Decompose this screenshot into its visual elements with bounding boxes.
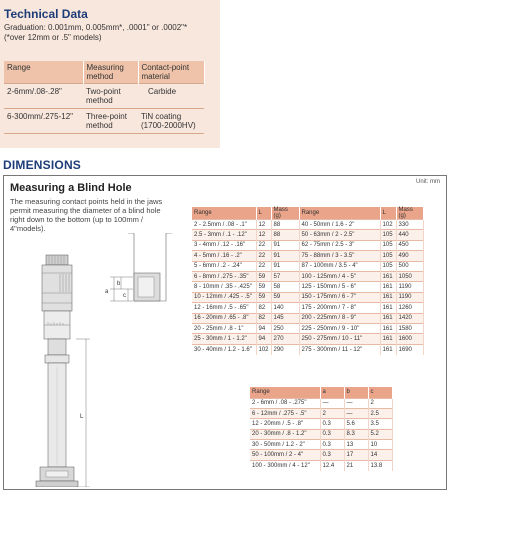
graduation-text (4, 23, 187, 43)
table-cell: 161 (380, 323, 396, 333)
table-cell: 250 - 275mm / 10 - 11" (299, 334, 380, 344)
table-row (192, 240, 423, 250)
table-cell: 12 (256, 230, 271, 240)
table-cell: 102 (256, 344, 271, 354)
column-header-material: Contact-point material (138, 61, 204, 84)
dimension-lines (110, 277, 133, 301)
column-header-range: Range (192, 207, 256, 220)
table-cell: 1050 (396, 271, 423, 281)
table-row (192, 344, 423, 354)
table-row (192, 313, 423, 323)
table-cell: 105 (380, 251, 396, 261)
table-row (192, 303, 423, 313)
table-cell: 88 (271, 220, 299, 230)
table-cell: 91 (271, 251, 299, 261)
table-cell: 17 (344, 450, 368, 460)
column-header-c: c (368, 387, 392, 398)
table-cell: 22 (256, 240, 271, 250)
table-cell: 30 - 40mm / 1.2 - 1.6" (192, 344, 256, 354)
table-cell: 2 - 6mm / .08 - .275" (250, 398, 320, 408)
table-cell: 50 - 63mm / 2 - 2.5" (299, 230, 380, 240)
material-cell: Carbide (138, 84, 204, 109)
column-header-b: b (344, 387, 368, 398)
table-cell: 88 (271, 230, 299, 240)
table-cell: 150 - 175mm / 6 - 7" (299, 292, 380, 302)
table-cell: 5.2 (368, 429, 392, 439)
table-cell: 161 (380, 271, 396, 281)
table-cell: 2 (368, 398, 392, 408)
table-cell: 91 (271, 261, 299, 271)
table-cell: 2.5 - 3mm / .1 - .12" (192, 230, 256, 240)
table-row (192, 230, 423, 240)
table-cell: 6 - 12mm / .275 - .5" (250, 408, 320, 418)
section-description: The measuring contact points held in the jaws permit measuring the diameter of a blind hole right down to the bottom (up to 100mm / 4"models). (10, 197, 163, 233)
table-cell: 57 (271, 271, 299, 281)
table-cell: 105 (380, 230, 396, 240)
table-cell: 2 - 2.5mm / .08 - .1" (192, 220, 256, 230)
table-cell: 275 - 300mm / 11 - 12" (299, 344, 380, 354)
table-cell: 125 - 150mm / 5 - 6" (299, 282, 380, 292)
table-cell: 13.8 (368, 460, 392, 470)
length-dimension (76, 339, 90, 487)
table-cell: 2 (320, 408, 344, 418)
material-cell: TiN coating (1700-2000HV) (138, 109, 204, 134)
table-cell: 105 (380, 261, 396, 271)
graduation-line: Graduation: 0.001mm, 0.005mm*, .0001" or .0002"* (4, 23, 188, 32)
dimension-l-label: L (80, 414, 84, 420)
table-cell: 10 (368, 440, 392, 450)
table-cell: 2.5 (368, 408, 392, 418)
table-cell: 3 - 4mm / .12 - .16" (192, 240, 256, 250)
column-header-range: Range (4, 61, 83, 84)
table-cell: 59 (256, 271, 271, 281)
table-cell: 82 (256, 303, 271, 313)
method-cell: Two-point method (83, 84, 138, 109)
table-cell: 8.3 (344, 429, 368, 439)
table-cell: 8 - 10mm / .35 - .425" (192, 282, 256, 292)
table-cell: 75 - 88mm / 3 - 3.5" (299, 251, 380, 261)
table-cell: 175 - 200mm / 7 - 8" (299, 303, 380, 313)
table-cell: 5.6 (344, 419, 368, 429)
table-cell: 13 (344, 440, 368, 450)
column-header-range: Range (250, 387, 320, 398)
table-row (192, 251, 423, 261)
technical-data-title: Technical Data (4, 7, 88, 21)
table-row (250, 429, 392, 439)
table-cell: 1580 (396, 323, 423, 333)
graduation-note: (*over 12mm or .5" models) (4, 33, 102, 42)
unit-label: Unit: mm (416, 179, 440, 185)
table-cell: 12 (256, 220, 271, 230)
dimension-a-label: a (105, 289, 109, 295)
table-cell: 30 - 50mm / 1.2 - 2" (250, 440, 320, 450)
table-row (250, 398, 392, 408)
table-cell: 5 - 6mm / .2 - .24" (192, 261, 256, 271)
table-cell: 290 (271, 344, 299, 354)
table-cell: 250 (271, 323, 299, 333)
table-cell: 58 (271, 282, 299, 292)
table-cell: 225 - 250mm / 9 - 10" (299, 323, 380, 333)
table-row (4, 84, 204, 109)
table-cell: 1190 (396, 282, 423, 292)
column-header-l: L (380, 207, 396, 220)
table-cell: 1260 (396, 303, 423, 313)
table-cell: 161 (380, 303, 396, 313)
table-cell: 16 - 20mm / .65 - .8" (192, 313, 256, 323)
range-cell: 2-6mm/.08-.28" (4, 84, 83, 109)
column-header-a: a (320, 387, 344, 398)
abc-dimension-table (250, 387, 393, 471)
table-row (250, 419, 392, 429)
table-cell: 500 (396, 261, 423, 271)
table-cell: 490 (396, 251, 423, 261)
table-cell: 1600 (396, 334, 423, 344)
column-header-l: L (256, 207, 271, 220)
table-cell: 10 - 12mm / .425 - .5" (192, 292, 256, 302)
table-row (192, 282, 423, 292)
dimensions-heading: DIMENSIONS (3, 158, 82, 172)
table-cell: 140 (271, 303, 299, 313)
table-row (4, 109, 204, 134)
table-cell: 59 (271, 292, 299, 302)
table-cell: 440 (396, 230, 423, 240)
table-row (250, 408, 392, 418)
table-cell: 12.4 (320, 460, 344, 470)
table-cell: 20 - 30mm / .8 - 1.2" (250, 429, 320, 439)
column-header-method: Measuring method (83, 61, 138, 84)
bore-gauge-body (36, 255, 78, 487)
dimension-b-label: b (117, 281, 121, 287)
table-cell: 105 (380, 240, 396, 250)
dimensions-box (3, 175, 447, 490)
table-cell: 4 - 5mm / .16 - .2" (192, 251, 256, 261)
table-cell: 62 - 75mm / 2.5 - 3" (299, 240, 380, 250)
table-cell: 59 (256, 292, 271, 302)
table-row (192, 220, 423, 230)
table-cell: 0.3 (320, 450, 344, 460)
table-row (192, 292, 423, 302)
table-cell: 1190 (396, 292, 423, 302)
table-cell: 270 (271, 334, 299, 344)
section-title: Measuring a Blind Hole (10, 182, 132, 194)
bore-gauge-drawing (10, 233, 190, 487)
table-cell: 25 - 30mm / 1 - 1.2" (192, 334, 256, 344)
table-cell: 0.3 (320, 429, 344, 439)
table-row (192, 334, 423, 344)
table-cell: 102 (380, 220, 396, 230)
table-cell: — (344, 398, 368, 408)
table-row (250, 450, 392, 460)
table-cell: 21 (344, 460, 368, 470)
table-cell: 12 - 16mm / .5 - .65" (192, 303, 256, 313)
table-cell: 91 (271, 240, 299, 250)
table-cell: 94 (256, 323, 271, 333)
table-cell: 82 (256, 313, 271, 323)
abc-dimension-table-body (250, 398, 392, 471)
table-header-row (192, 207, 423, 220)
table-cell: 22 (256, 251, 271, 261)
table-row (192, 271, 423, 281)
table-cell: 100 - 300mm / 4 - 12" (250, 460, 320, 470)
table-cell: 22 (256, 261, 271, 271)
table-cell: 1420 (396, 313, 423, 323)
table-cell: 161 (380, 313, 396, 323)
table-cell: 94 (256, 334, 271, 344)
table-row (250, 460, 392, 470)
dimension-c-label: c (123, 293, 126, 299)
table-cell: 40 - 50mm / 1.6 - 2" (299, 220, 380, 230)
table-cell: 6 - 8mm / .275 - .35" (192, 271, 256, 281)
table-row (250, 440, 392, 450)
range-cell: 6-300mm/.275-12" (4, 109, 83, 134)
table-cell: 450 (396, 240, 423, 250)
table-cell: 59 (256, 282, 271, 292)
table-cell: 161 (380, 282, 396, 292)
column-header-mass: Mass (g) (271, 207, 299, 220)
column-header-mass: Mass (g) (396, 207, 423, 220)
table-cell: 12 - 20mm / .5 - .8" (250, 419, 320, 429)
table-row (192, 261, 423, 271)
table-row (192, 323, 423, 333)
table-cell: 0.3 (320, 440, 344, 450)
table-cell: — (320, 398, 344, 408)
table-cell: 1690 (396, 344, 423, 354)
column-header-range: Range (299, 207, 380, 220)
table-cell: 161 (380, 344, 396, 354)
technical-data-table (4, 61, 205, 134)
table-cell: — (344, 408, 368, 418)
table-cell: 200 - 225mm / 8 - 9" (299, 313, 380, 323)
technical-data-panel (0, 0, 220, 148)
table-cell: 145 (271, 313, 299, 323)
table-cell: 161 (380, 292, 396, 302)
table-cell: 3.5 (368, 419, 392, 429)
table-cell: 330 (396, 220, 423, 230)
jaw-head (134, 273, 160, 301)
table-cell: 14 (368, 450, 392, 460)
length-mass-table-body (192, 220, 423, 355)
table-cell: 87 - 100mm / 3.5 - 4" (299, 261, 380, 271)
table-header-row (250, 387, 392, 398)
table-cell: 0.3 (320, 419, 344, 429)
length-mass-table (192, 207, 424, 355)
table-cell: 20 - 25mm / .8 - 1" (192, 323, 256, 333)
table-cell: 100 - 125mm / 4 - 5" (299, 271, 380, 281)
method-cell: Three-point method (83, 109, 138, 134)
table-cell: 161 (380, 334, 396, 344)
table-cell: 50 - 100mm / 2 - 4" (250, 450, 320, 460)
